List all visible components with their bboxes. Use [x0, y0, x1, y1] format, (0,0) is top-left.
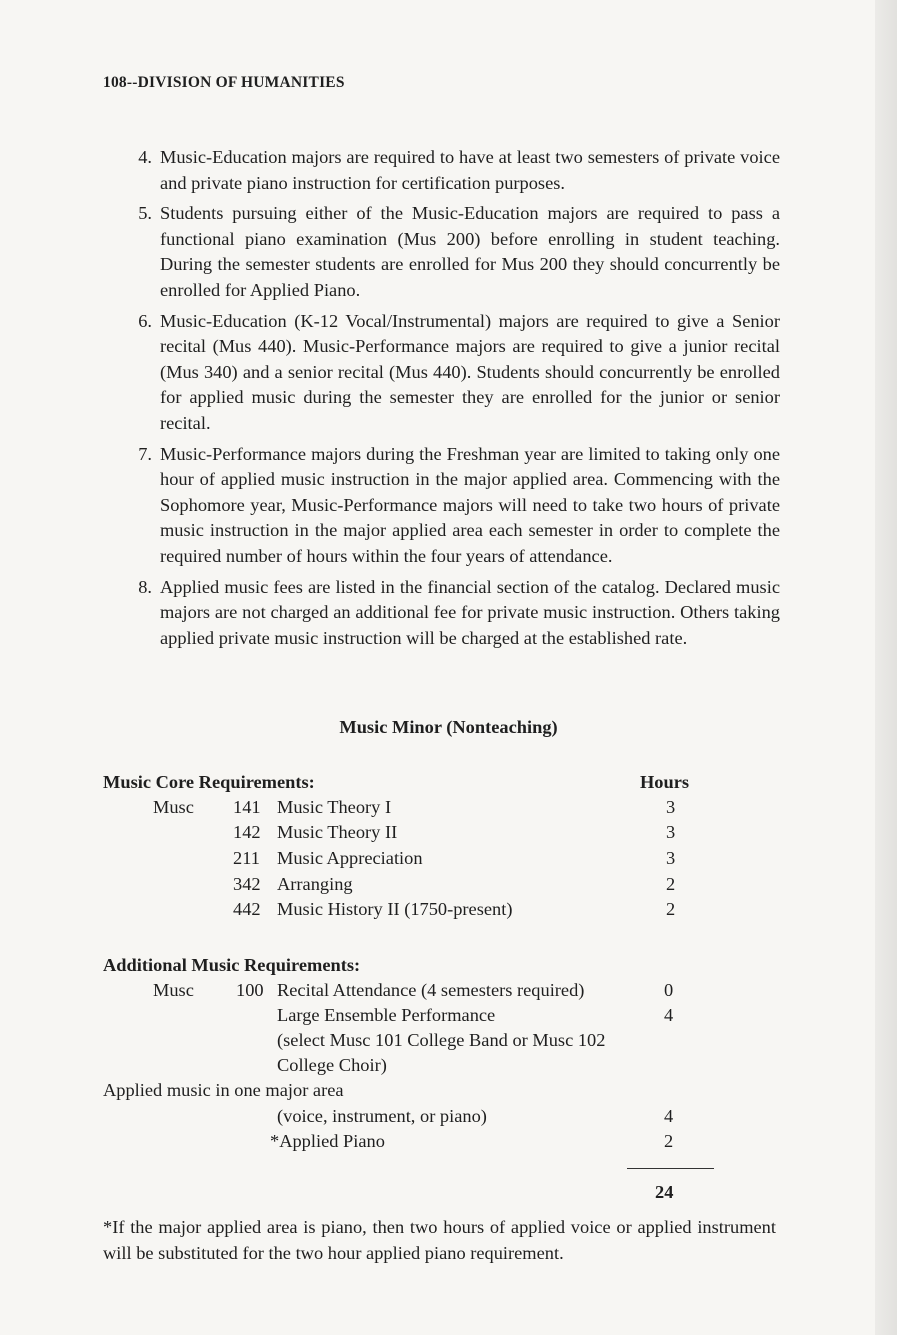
- note-item: [110, 309, 780, 437]
- course-title: Recital Attendance (4 semesters required): [277, 980, 585, 1000]
- course-title: Music Appreciation: [277, 848, 423, 868]
- total-rule: [627, 1168, 714, 1169]
- course-hours: 3: [666, 822, 676, 842]
- note-item: [110, 201, 780, 303]
- course-number: 442: [233, 899, 261, 919]
- course-number: 342: [233, 874, 261, 894]
- course-note: College Choir): [277, 1055, 387, 1075]
- course-hours: 2: [666, 874, 676, 894]
- note-number: 6.: [138, 310, 152, 331]
- course-title: Music History II (1750-present): [277, 899, 513, 919]
- course-title: *Applied Piano: [270, 1131, 385, 1151]
- course-prefix: Musc: [153, 980, 194, 1000]
- course-note: (select Musc 101 College Band or Musc 102: [277, 1030, 606, 1050]
- course-hours: 0: [664, 980, 674, 1000]
- hours-heading: Hours: [640, 772, 690, 792]
- note-item: [110, 575, 780, 652]
- note-text: Music-Education (K-12 Vocal/Instrumental) majors are required to give a Senior recital (Mus 440). Music-Performance majors are required to give a junior recital (Mus 340) and a senior recital (Mus 440). Students should concurrently be enrolled for applied music during the semester they are enrolled for the junior or senior recital.: [160, 310, 780, 433]
- note-text: Music-Education majors are required to have at least two semesters of private voice and private piano instruction for certification purposes.: [160, 147, 780, 193]
- course-number: 142: [233, 822, 261, 842]
- course-title: Music Theory II: [277, 822, 398, 842]
- course-number: 100: [236, 980, 264, 1000]
- note-text: Applied music fees are listed in the financial section of the catalog. Declared music majors are not charged an additional fee for private music instruction. Others taking applied private music instruction will be charged at the established rate.: [160, 576, 780, 648]
- running-head: 108--DIVISION OF HUMANITIES: [103, 74, 345, 91]
- course-note: (voice, instrument, or piano): [277, 1106, 487, 1126]
- core-heading: Music Core Requirements:: [103, 772, 315, 792]
- numbered-notes: [110, 145, 780, 656]
- additional-heading: Additional Music Requirements:: [103, 955, 361, 975]
- course-title: Large Ensemble Performance: [277, 1005, 496, 1025]
- note-text: Students pursuing either of the Music-Education majors are required to pass a functional piano examination (Mus 200) before enrolling in student teaching. During the semester students are enrolled for Mus 200 they should concurrently be enrolled for Applied Piano.: [160, 203, 780, 300]
- course-hours: 2: [664, 1131, 674, 1151]
- note-item: [110, 442, 780, 570]
- course-hours: 4: [664, 1005, 674, 1025]
- course-hours: 3: [666, 848, 676, 868]
- note-text: Music-Performance majors during the Freshman year are limited to taking only one hour of applied music instruction in the major applied area. Commencing with the Sophomore year, Music-Performance majors will need to take two hours of private music instruction in the major applied area each semester in order to complete the required number of hours within the four years of attendance.: [160, 443, 780, 566]
- course-title: Arranging: [277, 874, 353, 894]
- note-item: [110, 145, 780, 196]
- course-hours: 2: [666, 899, 676, 919]
- footnote: *If the major applied area is piano, then two hours of applied voice or applied instrument will be substituted for the two hour applied piano requirement.: [103, 1217, 776, 1263]
- note-number: 8.: [138, 576, 152, 597]
- note-number: 4.: [138, 147, 152, 167]
- course-hours: 4: [664, 1106, 674, 1126]
- note-number: 5.: [138, 203, 152, 224]
- minor-title: Music Minor (Nonteaching): [339, 717, 558, 737]
- course-title: Music Theory I: [277, 797, 392, 817]
- course-number: 141: [233, 797, 261, 817]
- total-hours: 24: [655, 1182, 674, 1202]
- course-number: 211: [233, 848, 260, 868]
- course-hours: 3: [666, 797, 676, 817]
- note-number: 7.: [138, 443, 152, 464]
- applied-label: Applied music in one major area: [103, 1080, 344, 1100]
- course-prefix: Musc: [153, 797, 194, 817]
